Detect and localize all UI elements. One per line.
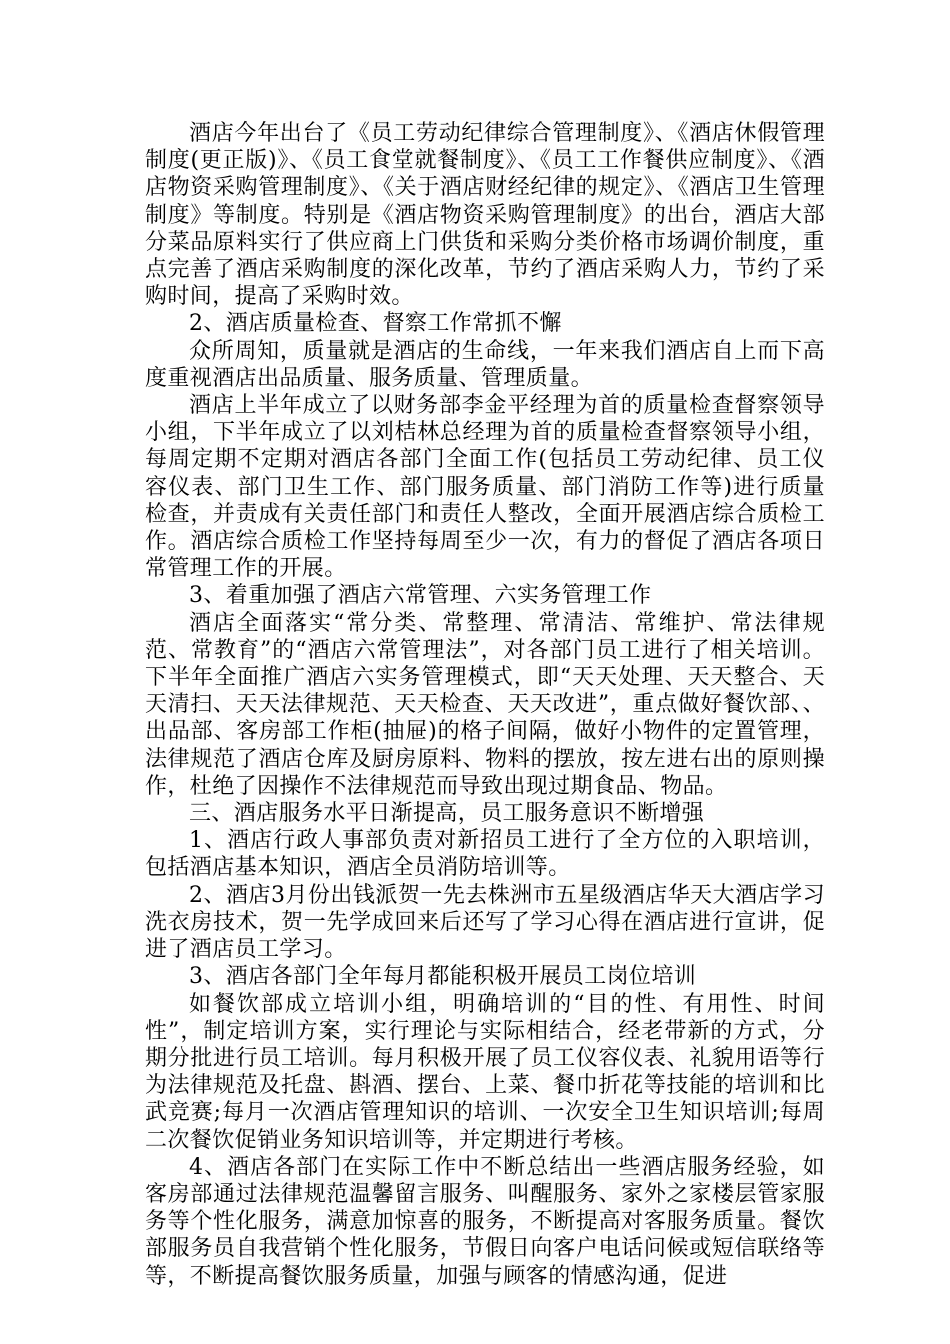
paragraph-procurement-rules: 酒店今年出台了《员工劳动纪律综合管理制度》、《酒店休假管理制度(更正版)》、《员工食堂就餐制度》、《员工工作餐供应制度》、《酒店物资采购管理制度》、《关于酒店财经纪律的规定》、《酒店卫生管理制度》等制度。特别是《酒店物资采购管理制度》的出台，酒店大部分菜品原料实行了供应商上门供货和采购分类价格市场调价制度，重点完善了酒店采购制度的深化改革，节约了酒店采购人力，节约了采购时间，提高了采购时效。 <box>145 121 825 310</box>
paragraph-quality-team: 酒店上半年成立了以财务部李金平经理为首的质量检查督察领导小组，下半年成立了以刘桔林总经理为首的质量检查督察领导小组，每周定期不定期对酒店各部门全面工作(包括员工劳动纪律、员工仪容仪表、部门卫生工作、部门服务质量、部门消防工作等)进行质量检查，并责成有关责任部门和责任人整改，全面开展酒店综合质检工作。酒店综合质检工作坚持每周至少一次，有力的督促了酒店各项日常管理工作的开展。 <box>145 393 825 582</box>
paragraph-catering-training: 如餐饮部成立培训小组，明确培训的“目的性、有用性、时间性”，制定培训方案，实行理论与实际相结合，经老带新的方式，分期分批进行员工培训。每月积极开展了员工仪容仪表、礼貌用语等行为法律规范及托盘、斟酒、摆台、上菜、餐巾折花等技能的培训和比武竞赛;每月一次酒店管理知识的培训、一次安全卫生知识培训;每周二次餐饮促销业务知识培训等，并定期进行考核。 <box>145 991 825 1153</box>
document-body <box>145 120 825 1290</box>
heading-department-training: 3、酒店各部门全年每月都能积极开展员工岗位培训 <box>189 964 697 990</box>
paragraph-six-management: 酒店全面落实“常分类、常整理、常清洁、常维护、常法律规范、常教育”的“酒店六常管理法”，对各部门员工进行了相关培训。下半年全面推广酒店六实务管理模式，即“天天处理、天天整合、天天清扫、天天法律规范、天天检查、天天改进”，重点做好餐饮部、、出品部、客房部工作柜(抽屉)的格子间隔，做好小物件的定置管理，法律规范了酒店仓库及厨房原料、物料的摆放，按左进右出的原则操作，杜绝了因操作不法律规范而导致出现过期食品、物品。 <box>145 610 825 799</box>
paragraph-laundry-study: 2、酒店3月份出钱派贺一先去株洲市五星级酒店华天大酒店学习洗衣房技术，贺一先学成回来后还写了学习心得在酒店进行宣讲，促进了酒店员工学习。 <box>145 882 825 963</box>
paragraph-service-experience: 4、酒店各部门在实际工作中不断总结出一些酒店服务经验，如客房部通过法律规范温馨留言服务、叫醒服务、家外之家楼层管家服务等个性化服务，满意加惊喜的服务，不断提高对客服务质量。餐饮部服务员自我营销个性化服务，节假日向客户电话问候或短信联络等等，不断提高餐饮服务质量，加强与顾客的情感沟通，促进 <box>145 1154 825 1289</box>
paragraph-quality-lifeline: 众所周知，质量就是酒店的生命线，一年来我们酒店自上而下高度重视酒店出品质量、服务质量、管理质量。 <box>145 338 825 391</box>
paragraph-onboarding-training: 1、酒店行政人事部负责对新招员工进行了全方位的入职培训，包括酒店基本知识，酒店全员消防培训等。 <box>145 828 825 881</box>
heading-service-level: 三、酒店服务水平日渐提高，员工服务意识不断增强 <box>189 801 705 827</box>
heading-six-management: 3、着重加强了酒店六常管理、六实务管理工作 <box>189 583 652 609</box>
heading-quality-inspection: 2、酒店质量检查、督察工作常抓不懈 <box>189 311 562 337</box>
